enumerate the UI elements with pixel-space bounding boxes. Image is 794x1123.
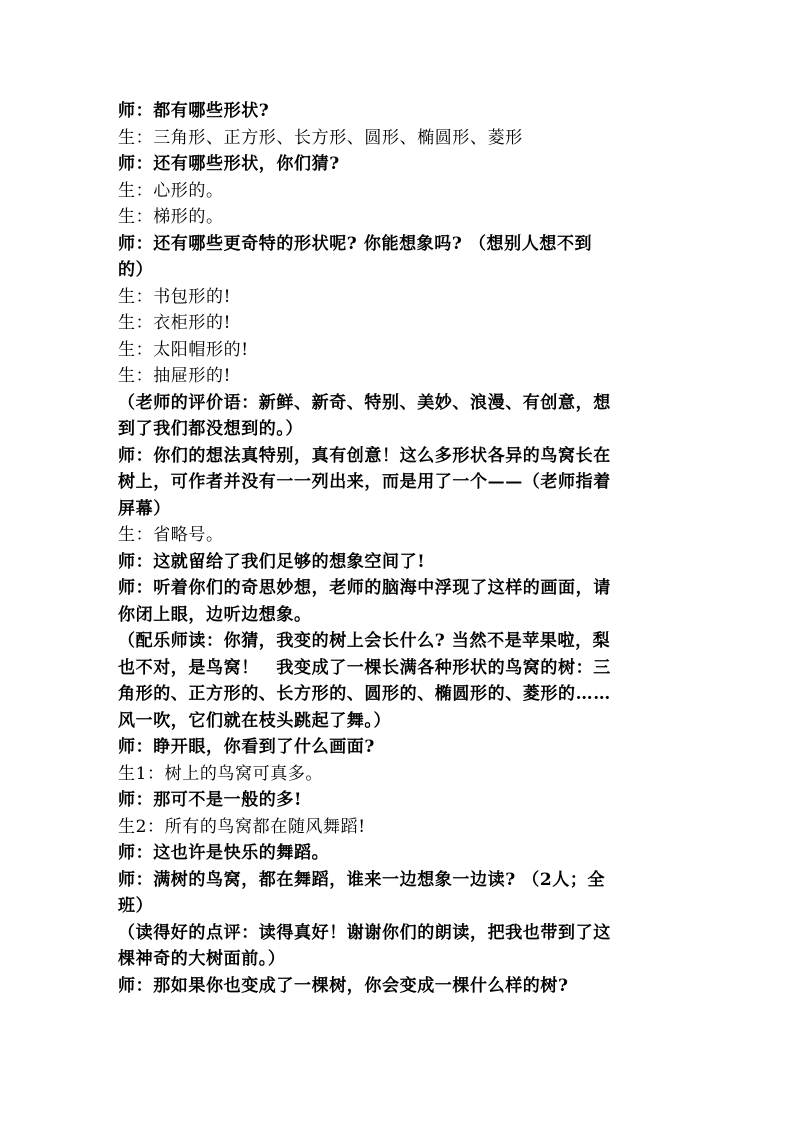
text-line: 风一吹，它们就在枝头跳起了舞。） — [118, 710, 392, 731]
text-line: （配乐师读：你猜，我变的树上会长什么? 当然不是苹果啦，梨 — [118, 631, 611, 651]
text-line: 生：书包形的! — [118, 286, 232, 307]
text-line: 到了我们都没想到的。） — [118, 419, 304, 439]
text-line: 树上，可作者并没有一一列出来，而是用了一个——（老师指着 — [118, 472, 611, 492]
text-line: 生1：树上的鸟窝可真多。 — [118, 763, 324, 784]
text-line: 师：听着你们的奇思妙想，老师的脑海中浮现了这样的画面，请 — [118, 578, 611, 598]
text-line: 的） — [118, 260, 154, 280]
text-line: 师：这也许是快乐的舞蹈。 — [118, 843, 330, 863]
text-line: 师：睁开眼，你看到了什么画面? — [118, 737, 375, 757]
text-line: 生2：所有的鸟窝都在随风舞蹈! — [118, 816, 366, 837]
text-line: 班） — [118, 896, 154, 916]
text-line: 师：都有哪些形状? — [118, 101, 270, 121]
text-line: 你闭上眼，边听边想象。 — [118, 604, 312, 625]
text-line: 生：省略号。 — [118, 525, 224, 545]
text-line: 师：还有哪些形状，你们猜? — [118, 154, 340, 174]
text-line: 师：那可不是一般的多! — [118, 790, 303, 810]
document-page — [118, 98, 663, 999]
text-line: 师：这就留给了我们足够的想象空间了! — [118, 551, 426, 572]
text-line: 生：衣柜形的! — [118, 313, 232, 333]
text-line: 师：满树的鸟窝，都在舞蹈，谁来一边想象一边读? （2人；全 — [118, 869, 606, 890]
text-line: （读得好的点评：读得真好！谢谢你们的朗读，把我也带到了这 — [118, 922, 611, 943]
text-line: 师：还有哪些更奇特的形状呢? 你能想象吗? （想别人想不到 — [118, 233, 593, 254]
text-line: 师：你们的想法真特别，真有创意！这么多形状各异的鸟窝长在 — [118, 445, 611, 466]
text-line: 生：三角形、正方形、长方形、圆形、椭圆形、菱形 — [118, 127, 523, 148]
text-line: 生：太阳帽形的! — [118, 339, 249, 360]
text-line: （老师的评价语：新鲜、新奇、特别、美妙、浪漫、有创意，想 — [118, 392, 611, 413]
text-line: 棵神奇的大树面前。） — [118, 949, 286, 969]
text-line: 生：抽屉形的! — [118, 366, 232, 386]
text-line: 师：那如果你也变成了一棵树，你会变成一棵什么样的树? — [118, 975, 569, 996]
text-line: 也不对，是鸟窝！ 我变成了一棵长满各种形状的鸟窝的树：三 — [118, 657, 611, 678]
text-line: 角形的、正方形的、长方形的、圆形的、椭圆形的、菱形的…… — [118, 684, 611, 704]
text-line: 生：心形的。 — [118, 180, 224, 201]
text-line: 生：梯形的。 — [118, 207, 224, 227]
text-line: 屏幕） — [118, 498, 171, 519]
